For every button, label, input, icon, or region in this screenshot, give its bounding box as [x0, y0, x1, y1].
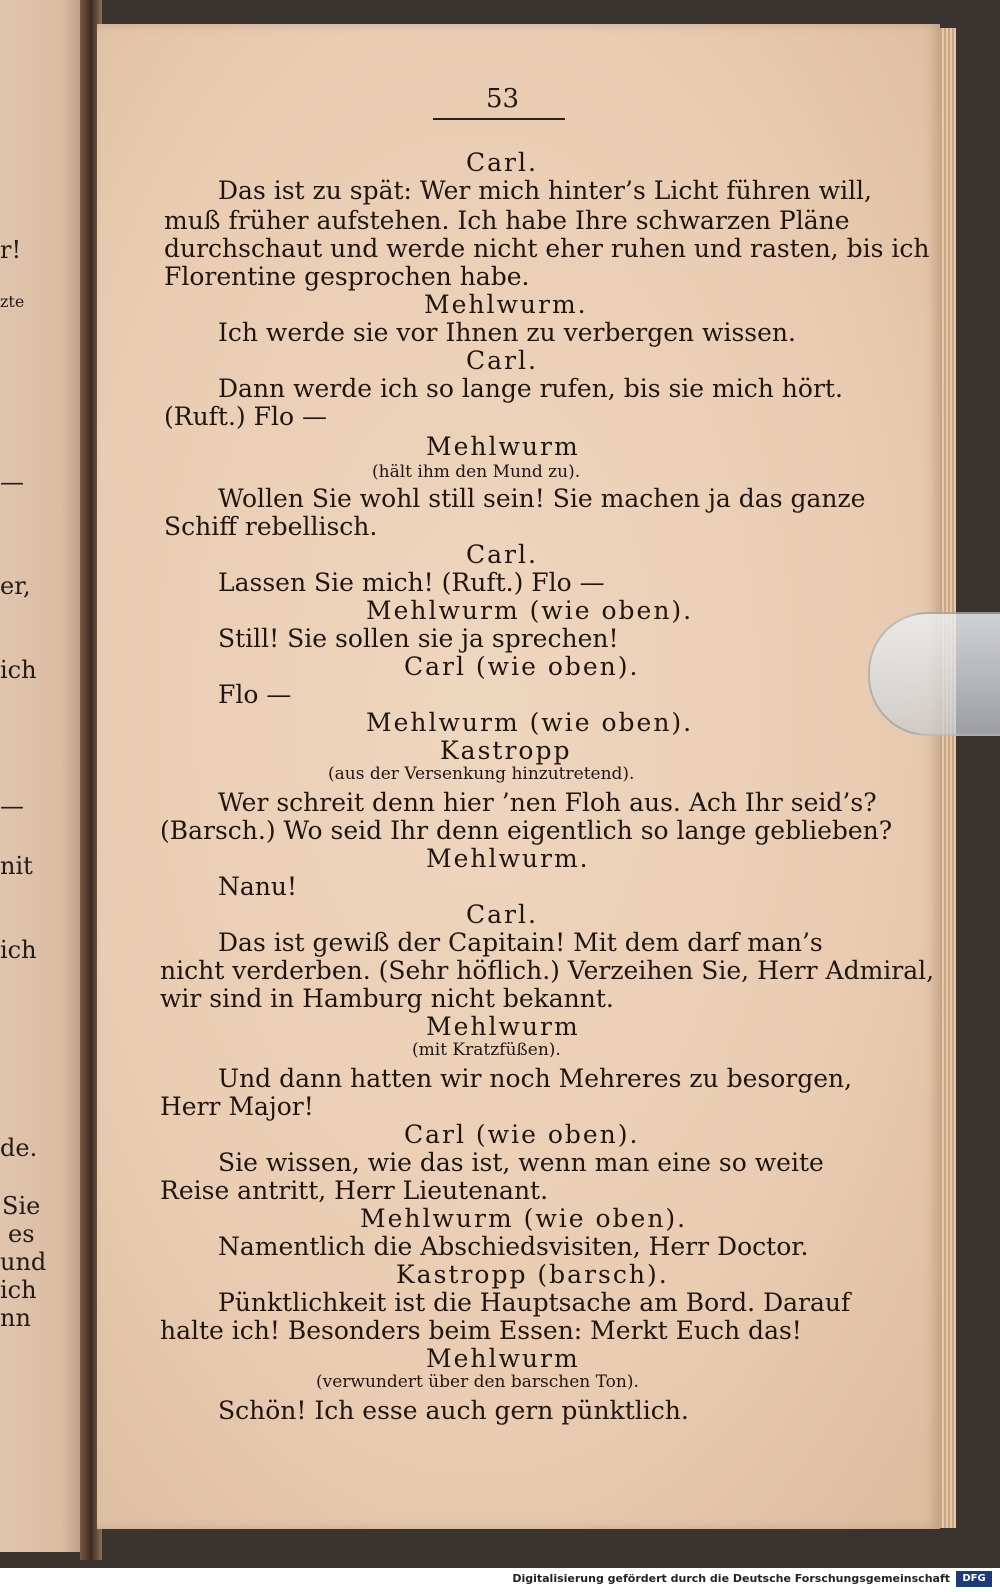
- footer-credit: Digitalisierung gefördert durch die Deutsche Forschungsgemeinschaft: [512, 1572, 950, 1585]
- text-line: Flo —: [218, 680, 292, 709]
- left-page-fragment: es: [8, 1220, 35, 1248]
- left-page-fragment: r!: [0, 236, 22, 264]
- left-page-fragment: er,: [0, 572, 31, 600]
- speaker-name: Mehlwurm: [426, 1344, 580, 1373]
- text-line: Reise antritt, Herr Lieutenant.: [160, 1176, 549, 1205]
- text-line: Schön! Ich esse auch gern pünktlich.: [218, 1396, 689, 1425]
- speaker-name: Mehlwurm (wie oben).: [366, 708, 694, 737]
- text-line: wir sind in Hamburg nicht bekannt.: [160, 984, 614, 1013]
- text-line: Pünktlichkeit ist die Hauptsache am Bord. Darauf: [218, 1288, 851, 1317]
- text-line: Herr Major!: [160, 1092, 314, 1121]
- text-line: Das ist gewiß der Capitain! Mit dem darf man’s: [218, 928, 823, 957]
- text-line: Florentine gesprochen habe.: [164, 262, 530, 291]
- speaker-name: Mehlwurm (wie oben).: [360, 1204, 688, 1233]
- speaker-name: Mehlwurm.: [424, 290, 588, 319]
- text-line: Nanu!: [218, 872, 298, 901]
- speaker-name: Mehlwurm: [426, 1012, 580, 1041]
- left-page-fragment: zte: [0, 292, 25, 311]
- left-page-fragment: Sie: [2, 1192, 41, 1220]
- text-line: Wer schreit denn hier ’nen Floh aus. Ach Ihr seid’s?: [218, 788, 877, 817]
- text-line: Dann werde ich so lange rufen, bis sie mich hört.: [218, 374, 843, 403]
- text-line: Wollen Sie wohl still sein! Sie machen ja das ganze: [218, 484, 866, 513]
- stage-direction: (mit Kratzfüßen).: [412, 1040, 561, 1060]
- text-line: Schiff rebellisch.: [164, 512, 378, 541]
- text-line: Das ist zu spät: Wer mich hinter’s Licht führen will,: [218, 176, 873, 205]
- speaker-name: Carl.: [466, 900, 538, 929]
- left-page-fragment: nn: [0, 1304, 31, 1332]
- speaker-name: Mehlwurm (wie oben).: [366, 596, 694, 625]
- stage-direction: (aus der Versenkung hinzutretend).: [328, 764, 635, 784]
- speaker-name: Mehlwurm: [426, 432, 580, 461]
- left-page-fragment: —: [0, 468, 24, 496]
- speaker-name: Carl (wie oben).: [404, 652, 640, 681]
- text-line: muß früher aufstehen. Ich habe Ihre schwarzen Pläne: [164, 206, 850, 235]
- text-line: Still! Sie sollen sie ja sprechen!: [218, 624, 619, 653]
- text-line: durchschaut und werde nicht eher ruhen und rasten, bis ich: [164, 234, 930, 263]
- speaker-name: Carl.: [466, 346, 538, 375]
- speaker-name: Carl.: [466, 540, 538, 569]
- left-page-fragment: —: [0, 792, 24, 820]
- text-line: halte ich! Besonders beim Essen: Merkt Euch das!: [160, 1316, 802, 1345]
- speaker-name: Kastropp (barsch).: [396, 1260, 669, 1289]
- text-line: (Barsch.) Wo seid Ihr denn eigentlich so lange geblieben?: [160, 816, 893, 845]
- text-line: Ich werde sie vor Ihnen zu verbergen wissen.: [218, 318, 796, 347]
- text-line: (Ruft.) Flo —: [164, 402, 327, 431]
- left-page-fragment: de.: [0, 1134, 38, 1162]
- text-line: Und dann hatten wir noch Mehreres zu besorgen,: [218, 1064, 853, 1093]
- speaker-name: Carl.: [466, 148, 538, 177]
- left-page-fragment: nit: [0, 852, 33, 880]
- stage-direction: (verwundert über den barschen Ton).: [316, 1372, 639, 1392]
- left-page-fragment: ich: [0, 936, 37, 964]
- left-page-fragment: ich: [0, 656, 37, 684]
- speaker-name: Carl (wie oben).: [404, 1120, 640, 1149]
- page-clip: [868, 612, 1000, 736]
- left-page-fragment: ich: [0, 1276, 37, 1304]
- speaker-name: Mehlwurm.: [426, 844, 590, 873]
- left-page-fragment: und: [0, 1248, 47, 1276]
- text-line: Namentlich die Abschiedsvisiten, Herr Doctor.: [218, 1232, 809, 1261]
- text-line: Sie wissen, wie das ist, wenn man eine so weite: [218, 1148, 824, 1177]
- speaker-name: Kastropp: [440, 736, 572, 765]
- dfg-logo-icon: DFG: [956, 1571, 992, 1587]
- text-line: nicht verderben. (Sehr höflich.) Verzeihen Sie, Herr Admiral,: [160, 956, 935, 985]
- stage-direction: (hält ihm den Mund zu).: [372, 462, 581, 482]
- page-number: 53: [486, 84, 520, 114]
- footer-bar: [0, 1568, 1000, 1592]
- text-line: Lassen Sie mich! (Ruft.) Flo —: [218, 568, 605, 597]
